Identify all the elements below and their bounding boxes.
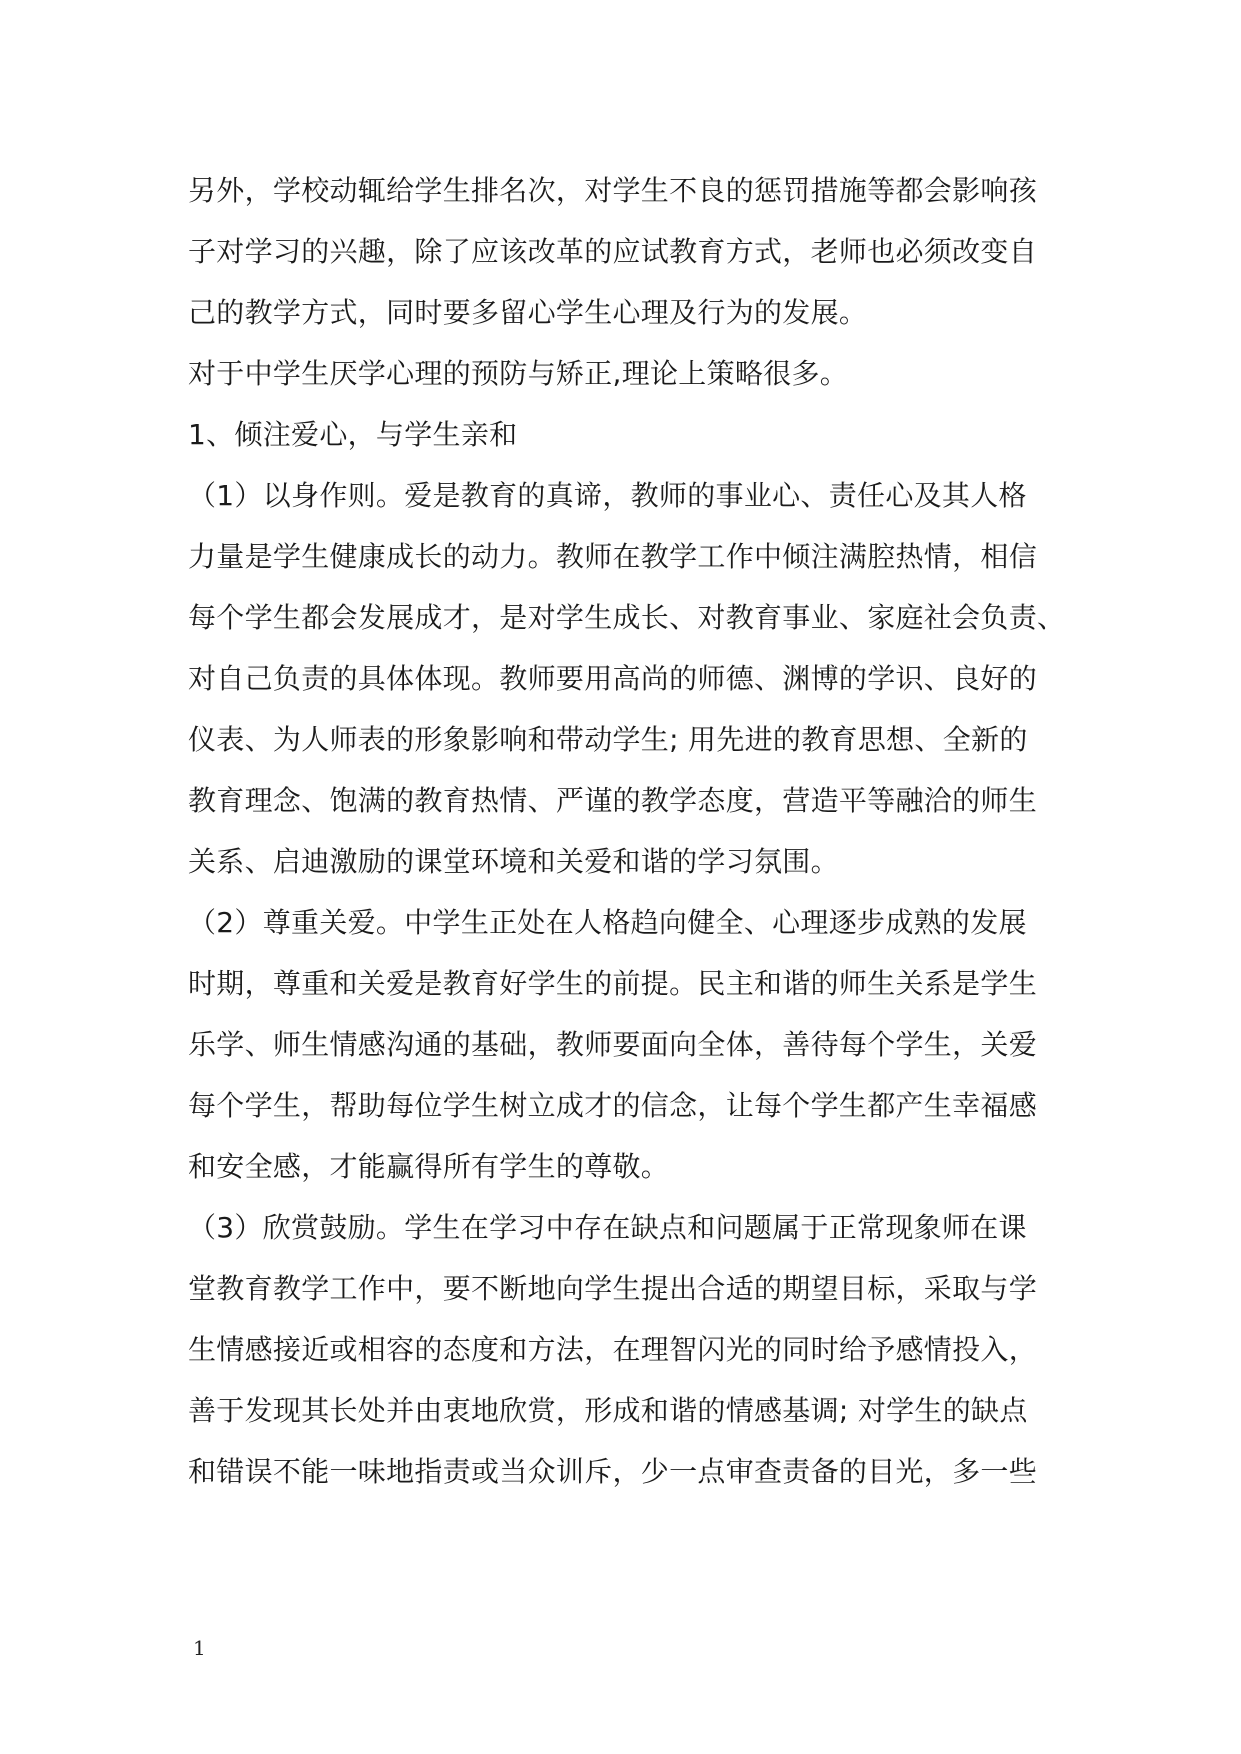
text-line: 和错误不能一味地指责或当众训斥，少一点审查责备的目光，多一些: [188, 1455, 1038, 1488]
text-line: 对于中学生厌学心理的预防与矫正,理论上策略很多。: [188, 357, 849, 390]
text-line: 关系、启迪激励的课堂环境和关爱和谐的学习氛围。: [188, 845, 839, 878]
text-line: 子对学习的兴趣，除了应该改革的应试教育方式，老师也必须改变自: [188, 235, 1038, 268]
text-line: 善于发现其长处并由衷地欣赏，形成和谐的情感基调; 对学生的缺点: [188, 1394, 1028, 1427]
text-line: （2）尊重关爱。中学生正处在人格趋向健全、心理逐步成熟的发展: [188, 906, 1027, 939]
text-line: 另外，学校动辄给学生排名次，对学生不良的惩罚措施等都会影响孩: [188, 174, 1038, 207]
text-line: 乐学、师生情感沟通的基础，教师要面向全体，善待每个学生，关爱: [188, 1028, 1038, 1061]
text-line: 堂教育教学工作中，要不断地向学生提出合适的期望目标，采取与学: [188, 1272, 1038, 1305]
text-line: 和安全感，才能赢得所有学生的尊敬。: [188, 1150, 670, 1183]
text-line: 生情感接近或相容的态度和方法，在理智闪光的同时给予感情投入，: [188, 1333, 1038, 1366]
text-line: 仪表、为人师表的形象影响和带动学生; 用先进的教育思想、全新的: [188, 723, 1028, 756]
text-line: （1）以身作则。爱是教育的真谛，教师的事业心、责任心及其人格: [188, 479, 1027, 512]
page-number: 1: [193, 1636, 206, 1660]
text-line: 己的教学方式，同时要多留心学生心理及行为的发展。: [188, 296, 868, 329]
text-line: 时期，尊重和关爱是教育好学生的前提。民主和谐的师生关系是学生: [188, 967, 1038, 1000]
text-line: 每个学生，帮助每位学生树立成才的信念，让每个学生都产生幸福感: [188, 1089, 1038, 1122]
body-text: [188, 160, 1066, 1502]
text-line: （3）欣赏鼓励。学生在学习中存在缺点和问题属于正常现象师在课: [188, 1211, 1027, 1244]
section-heading: 1、倾注爱心，与学生亲和: [188, 418, 518, 451]
text-line: 对自己负责的具体体现。教师要用高尚的师德、渊博的学识、良好的: [188, 662, 1038, 695]
text-line: 每个学生都会发展成才，是对学生成长、对教育事业、家庭社会负责、: [188, 601, 1066, 634]
text-line: 教育理念、饱满的教育热情、严谨的教学态度，营造平等融洽的师生: [188, 784, 1038, 817]
text-line: 力量是学生健康成长的动力。教师在教学工作中倾注满腔热情，相信: [188, 540, 1038, 573]
